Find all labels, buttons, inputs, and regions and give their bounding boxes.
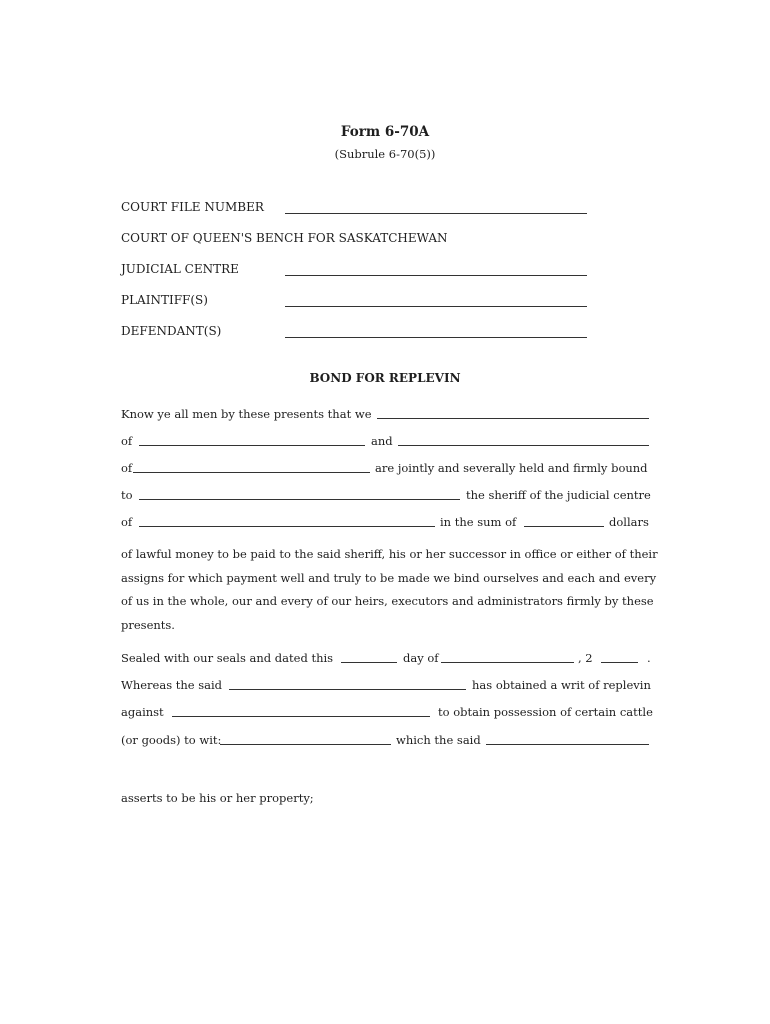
which-the-said-text: which the said bbox=[396, 733, 481, 747]
year-prefix-text: , 2 bbox=[578, 651, 593, 665]
of-text: of bbox=[121, 461, 133, 475]
subrule-reference: (Subrule 6-70(5)) bbox=[334, 147, 436, 161]
surety-address-field[interactable] bbox=[133, 472, 370, 473]
plaintiff-name-field[interactable] bbox=[229, 689, 466, 690]
month-field[interactable] bbox=[441, 662, 574, 663]
sum-amount-field[interactable] bbox=[524, 526, 604, 527]
of-text: of bbox=[121, 434, 133, 448]
defendants-field[interactable] bbox=[285, 337, 587, 338]
court-name: COURT OF QUEEN'S BENCH FOR SASKATCHEWAN bbox=[121, 231, 448, 245]
goods-line bbox=[121, 731, 649, 749]
form-title: Form 6-70A bbox=[340, 124, 430, 140]
bond-line-3 bbox=[121, 459, 649, 477]
to-text: to bbox=[121, 488, 133, 502]
paragraph-line: presents. bbox=[121, 617, 175, 632]
year-field[interactable] bbox=[601, 662, 638, 663]
bond-line-1 bbox=[121, 405, 649, 423]
sealed-text: Sealed with our seals and dated this bbox=[121, 651, 334, 665]
claimant-name-field[interactable] bbox=[486, 744, 649, 745]
sheriff-text: the sheriff of the judicial centre bbox=[466, 488, 651, 502]
sum-of-text: in the sum of bbox=[440, 515, 517, 529]
defendant-name-field[interactable] bbox=[172, 716, 430, 717]
whereas-line bbox=[121, 676, 649, 694]
court-file-number-label: COURT FILE NUMBER bbox=[121, 200, 264, 214]
plaintiffs-field[interactable] bbox=[285, 306, 587, 307]
plaintiffs-label: PLAINTIFF(S) bbox=[121, 293, 208, 307]
and-text: and bbox=[371, 434, 393, 448]
of-text: of bbox=[121, 515, 133, 529]
day-field[interactable] bbox=[341, 662, 397, 663]
obligor-1-address-field[interactable] bbox=[139, 445, 365, 446]
against-text: against bbox=[121, 705, 164, 719]
day-of-text: day of bbox=[403, 651, 439, 665]
sealed-line bbox=[121, 649, 649, 667]
writ-text: has obtained a writ of replevin bbox=[472, 678, 651, 692]
paragraph-line: assigns for which payment well and truly to be made we bind ourselves and each and every bbox=[121, 570, 657, 585]
judicial-centre-name-field[interactable] bbox=[139, 526, 435, 527]
against-line bbox=[121, 703, 653, 721]
dollars-text: dollars bbox=[609, 515, 649, 529]
bond-line-5 bbox=[121, 513, 649, 531]
surety-name-field[interactable] bbox=[398, 445, 649, 446]
defendants-label: DEFENDANT(S) bbox=[121, 324, 222, 338]
know-ye-text: Know ye all men by these presents that we bbox=[121, 407, 372, 421]
possession-text: to obtain possession of certain cattle bbox=[438, 705, 653, 719]
bond-line-2 bbox=[121, 432, 649, 450]
goods-text: (or goods) to wit: bbox=[121, 733, 222, 747]
jointly-bound-text: are jointly and severally held and firmly bound bbox=[375, 461, 648, 475]
paragraph-line: of lawful money to be paid to the said sheriff, his or her successor in office or either of their bbox=[121, 547, 658, 561]
court-file-number-field[interactable] bbox=[285, 213, 587, 214]
obligors-field[interactable] bbox=[377, 418, 649, 419]
sheriff-name-field[interactable] bbox=[139, 499, 460, 500]
whereas-text: Whereas the said bbox=[121, 678, 223, 692]
judicial-centre-field[interactable] bbox=[285, 275, 587, 276]
bond-line-4 bbox=[121, 486, 649, 504]
judicial-centre-label: JUDICIAL CENTRE bbox=[121, 262, 239, 276]
bond-paragraph bbox=[121, 543, 658, 637]
bond-title: BOND FOR REPLEVIN bbox=[309, 371, 461, 385]
paragraph-line: of us in the whole, our and every of our heirs, executors and administrators firmly by these bbox=[121, 594, 654, 608]
period-text: . bbox=[647, 651, 651, 665]
goods-description-field[interactable] bbox=[220, 744, 391, 745]
asserts-text: asserts to be his or her property; bbox=[121, 791, 314, 805]
